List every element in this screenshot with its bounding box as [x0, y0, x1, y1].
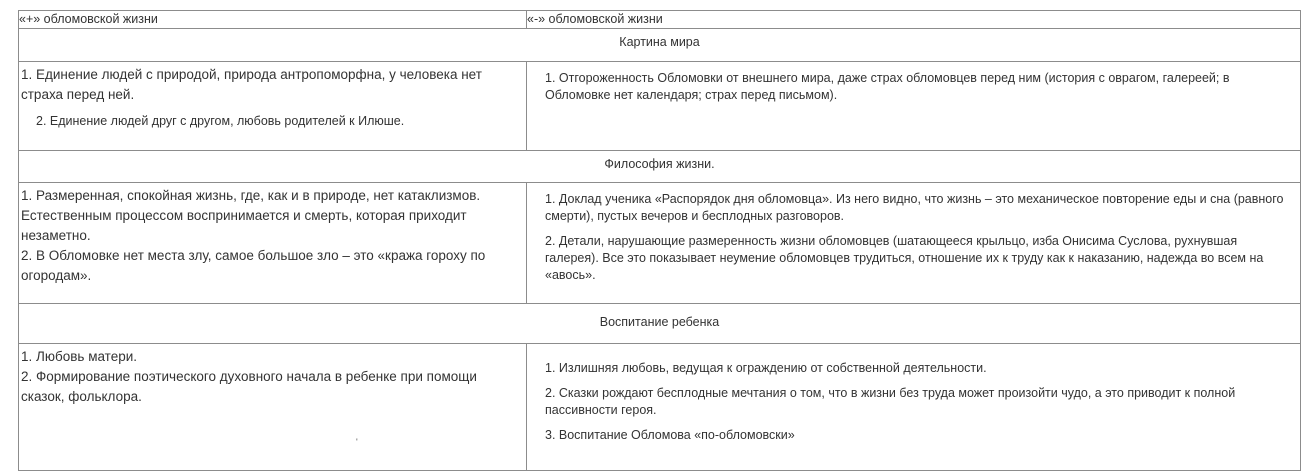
- comparison-table: [18, 10, 1301, 471]
- section-row: [19, 29, 1301, 62]
- minus-cell: [527, 344, 1301, 471]
- content-row: [19, 344, 1301, 471]
- plus-cell: [19, 62, 527, 151]
- plus-cell: [19, 183, 527, 304]
- minus-item: 2. Детали, нарушающие размеренность жизни обломовцев (шатающееся крыльцо, изба Онисима Суслова, рухнувшая галерея). Все это показывает неумение обломовцев трудиться, отношение их к труду как к наказанию, надежда во всем на «авось».: [545, 234, 1264, 282]
- plus-cell: [19, 344, 527, 471]
- minus-cell: [527, 62, 1301, 151]
- plus-item: 1. Любовь матери.: [21, 349, 138, 364]
- minus-item: 2. Сказки рождают бесплодные мечтания о том, что в жизни без труда может произойти чудо, а это приводит к полной пассивности героя.: [545, 386, 1236, 417]
- minus-item: 1. Излишняя любовь, ведущая к ограждению от собственной деятельности.: [545, 361, 987, 375]
- minus-cell: [527, 183, 1301, 304]
- plus-item: 1. Единение людей с природой, природа антропоморфна, у человека нет страха перед ней.: [21, 67, 482, 102]
- minus-item: 1. Отгороженность Обломовки от внешнего мира, даже страх обломовцев перед ним (история с оврагом, галереей; в Обломовке нет календаря; страх перед письмом).: [545, 71, 1230, 102]
- section-row: [19, 304, 1301, 344]
- header-row: [19, 11, 1301, 29]
- section-title: Воспитание ребенка: [599, 315, 720, 329]
- header-minus: «-» обломовской жизни: [527, 11, 1301, 29]
- header-plus: «+» обломовской жизни: [19, 11, 527, 29]
- section-title: Картина мира: [619, 35, 700, 49]
- stray-mark: ʹ: [356, 437, 358, 447]
- plus-item: 2. Единение людей друг с другом, любовь родителей к Илюше.: [36, 114, 405, 128]
- minus-item: 3. Воспитание Обломова «по-обломовски»: [545, 428, 795, 442]
- plus-item: 1. Размеренная, спокойная жизнь, где, как и в природе, нет катаклизмов. Естественным процессом воспринимается и смерть, которая приходит незаметно.: [21, 188, 481, 243]
- content-row: [19, 62, 1301, 151]
- section-row: [19, 151, 1301, 183]
- section-title: Философия жизни.: [604, 157, 715, 171]
- content-row: [19, 183, 1301, 304]
- plus-item: 2. Формирование поэтического духовного начала в ребенке при помощи сказок, фольклора.: [21, 369, 477, 404]
- minus-item: 1. Доклад ученика «Распорядок дня обломовца». Из него видно, что жизнь – это механическое повторение еды и сна (равного смерти), пустых вечеров и бесплодных разговоров.: [545, 192, 1284, 223]
- plus-item: 2. В Обломовке нет места злу, самое большое зло – это «кража гороху по огородам».: [21, 248, 486, 283]
